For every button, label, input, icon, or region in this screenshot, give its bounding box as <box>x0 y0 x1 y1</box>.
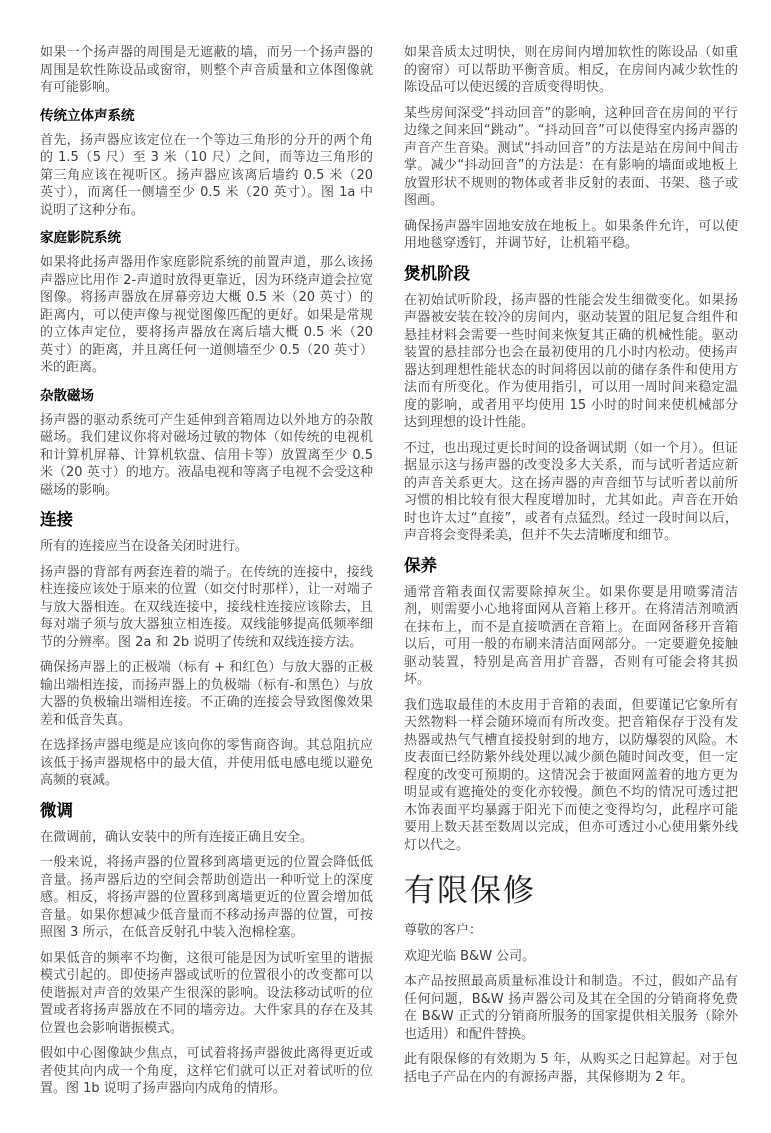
paragraph-longer-adjustment: 不过，也出现过更长时间的设备调试期（如一个月）。但证据显示这与扬声器的改变没多大关系，而与试听者适应新的声音关系更大。这在扬声器的声音细节与试听者以前所习惯的相比较有很大程度增加时，尤其如此。声音在开始时也许太过“直接”，或者有点猛烈。经过一段时间以后，声音将会变得柔美，但并不失去清晰度和细节。 <box>404 440 738 543</box>
paragraph-centre-image: 假如中心图像缺少焦点，可试着将扬声器彼此离得更近或者使其向内成一个角度，这样它们就可以正对着试听的位置。图 1b 说明了扬声器向内成角的情形。 <box>40 1046 373 1096</box>
paragraph-cable-choice: 在选择扬声器电缆是应该向你的零售商咨询。其总阻抗应该低于扬声器规格中的最大值，并使用低电感电缆以避免高频的衰减。 <box>40 738 373 788</box>
paragraph-cleaning: 通常音箱表面仅需要除掉灰尘。如果你要是用喷雾清洁剂，则需要小心地将面网从音箱上移开。在将清洁剂喷洒在抹布上，而不是直接喷洒在音箱上。在面网备移开音箱以后，可用一般的布刷来清洁面网部分。一定要避免接触驱动装置，特别是高音用扩音器，否则有可能会将其损坏。 <box>404 584 738 687</box>
paragraph-veneer-care: 我们选取最佳的木皮用于音箱的表面，但要谨记它象所有天然物料一样会随环境而有所改变。把音箱保存于没有发热器或热气气槽直接投射到的地方，以防爆裂的风险。木皮表面已经防紫外线处理以减少颜色随时间改变，但一定程度的改变可预期的。这情况会于被面网盖着的地方更为明显或有遮掩处的变化亦较慢。颜色不均的情况可透过把木饰表面平均暴露于阳光下而使之变得均匀，此程序可能要用上数天甚至数周以完成，但亦可透过小心使用紫外线灯以代之。 <box>404 697 738 853</box>
paragraph-terminals: 扬声器的背部有两套连着的端子。在传统的连接中，接线柱连接应该处于原来的位置（如交付时那样），让一对端子与放大器相连。在双线连接中，接线柱连接应该除去，且每对端子须与放大器独立相连接。双线能够提高低频率细节的分辨率。图 2a 和 2b 说明了传统和双线连接方法。 <box>40 564 373 650</box>
subheading-conventional-stereo: 传统立体声系统 <box>40 107 135 124</box>
subheading-stray-magnetic-fields: 杂散磁场 <box>40 387 94 404</box>
subheading-home-theatre: 家庭影院系统 <box>40 230 121 246</box>
right-column <box>404 44 738 1094</box>
paragraph-polarity: 确保扬声器上的正极端（标有 + 和红色）与放大器的正极输出端相连接，而扬声器上的负极端（标有-和黑色）与放大器的负极输出端相连接。不正确的连接会导致图像效果差和低音失真。 <box>40 660 373 728</box>
heading-running-in: 煲机阶段 <box>404 263 470 283</box>
paragraph-resonance-modes: 如果低音的频率不均衡，这很可能是因为试听室里的谐振模式引起的。即使扬声器或试听的位置很小的改变都可以使谐振对声音的效果产生很深的影响。设法移动试听的位置或者将扬声器放在不同的墙旁边。大件家具的存在及其位置也会影响谐振模式。 <box>40 950 373 1036</box>
paragraph-bass-volume: 一般来说，将扬声器的位置移到离墙更远的位置会降低低音量。扬声器后边的空间会帮助创造出一种听觉上的深度感。相反，将扬声器的位置移到离墙更近的位置会增加低音量。如果你想减少低音量而不移动扬声器的位置，可按照图 3 所示，在低音反射孔中装入泡棉栓塞。 <box>40 855 373 940</box>
paragraph-stereo-placement: 首先，扬声器应该定位在一个等边三角形的分开的两个角的 1.5（5 尺）至 3 米（10 尺）之间，而等边三角形的第三角应该在视听区。扬声器应该离后墙约 0.5 米（20 英寸），而离任一侧墙至少 0.5 米（20 英寸）。图 1a 中说明了这种分布。 <box>40 132 373 218</box>
paragraph-floor-spikes: 确保扬声器牢固地安放在地板上。如果条件允许，可以使用地毯穿透钉，并调节好，让机箱平稳。 <box>404 218 738 251</box>
welcome-line: 欢迎光临 B&W 公司。 <box>404 948 536 964</box>
paragraph-connections-off: 所有的连接应当在设备关闭时进行。 <box>40 539 249 554</box>
heading-connections: 连接 <box>40 510 73 529</box>
paragraph-room-furnishings: 如果音质太过明快，则在房间内增加软性的陈设品（如重的窗帘）可以帮助平衡音质。相反，在房间内减少软性的陈设品可以使迟缓的音质变得明快。 <box>404 45 738 95</box>
left-column <box>40 44 373 1106</box>
paragraph-warranty-period: 此有限保修的有效期为 5 年，从购买之日起算起。对于包括电子产品在内的有源扬声器，其保修期为 2 年。 <box>404 1052 738 1085</box>
paragraph-check-connections: 在微调前，确认安装中的所有连接正确且安全。 <box>40 829 314 845</box>
paragraph-magnetic-fields: 扬声器的驱动系统可产生延伸到音箱周边以外地方的杂散磁场。我们建议你将对磁场过敏的物体（如传统的电视机和计算机屏幕、计算机软盘、信用卡等）放置离至少 0.5 米（20 英寸）的地方。液晶电视和等离子电视不会受这种磁场的影响。 <box>40 412 373 498</box>
display-heading-limited-warranty: 有限保修 <box>404 873 536 909</box>
paragraph-warranty-service: 本产品按照最高质量标准设计和制造。不过，假如产品有任何问题，B&W 扬声器公司及其在全国的分销商将免费在 B&W 正式的分销商所服务的国家提供相关服务（除外也适用）和配件替换。 <box>404 974 738 1042</box>
paragraph-running-in-period: 在初始试听阶段，扬声器的性能会发生细微变化。如果扬声器被安装在较冷的房间内，驱动装置的阻尼复合组件和悬挂材料会需要一些时间来恢复其正确的机械性能。驱动装置的悬挂部分也会在最初使用的几小时内松动。使扬声器达到理想性能状态的时间将因以前的储存条件和使用方法而有所变化。作为使用指引，可以用一周时间来稳定温度的影响，或者用平均使用 15 小时的时间来使机械部分达到理想的设计性能。 <box>404 292 738 430</box>
heading-fine-tuning: 微调 <box>40 800 73 820</box>
paragraph-speaker-surroundings: 如果一个扬声器的周围是无遮蔽的墙，而另一个扬声器的周围是软性陈设品或窗帘，则整个声音质量和立体图像就有可能影响。 <box>40 45 373 95</box>
salutation: 尊敬的客户： <box>404 923 483 938</box>
paragraph-home-theatre-placement: 如果将此扬声器用作家庭影院系统的前置声道，那么该扬声器应比用作 2-声道时放得更靠近，因为环绕声道会拉宽图像。将扬声器放在屏幕旁边大概 0.5 米（20 英寸）的距离内，可以使声像与视觉图像匹配的更好。如果是常规的立体声定位，要将扬声器放在离后墙大概 0.5 米（20 英寸）的距离，并且离任何一道侧墙至少 0.5（20 英寸）米的距离。 <box>40 255 373 375</box>
heading-aftercare: 保养 <box>404 555 437 575</box>
paragraph-flutter-echo: 某些房间深受“抖动回音”的影响，这种回音在房间的平行边缘之间来回“跳动”。“抖动回音”可以使得室内扬声器的声音产生音染。测试“抖动回音”的方法是站在房间中间击掌。减少“抖动回音”的方法是：在有影响的墙面或地板上放置形状不规则的物体或者非反射的表面、书架、毯子或图画。 <box>404 105 738 208</box>
